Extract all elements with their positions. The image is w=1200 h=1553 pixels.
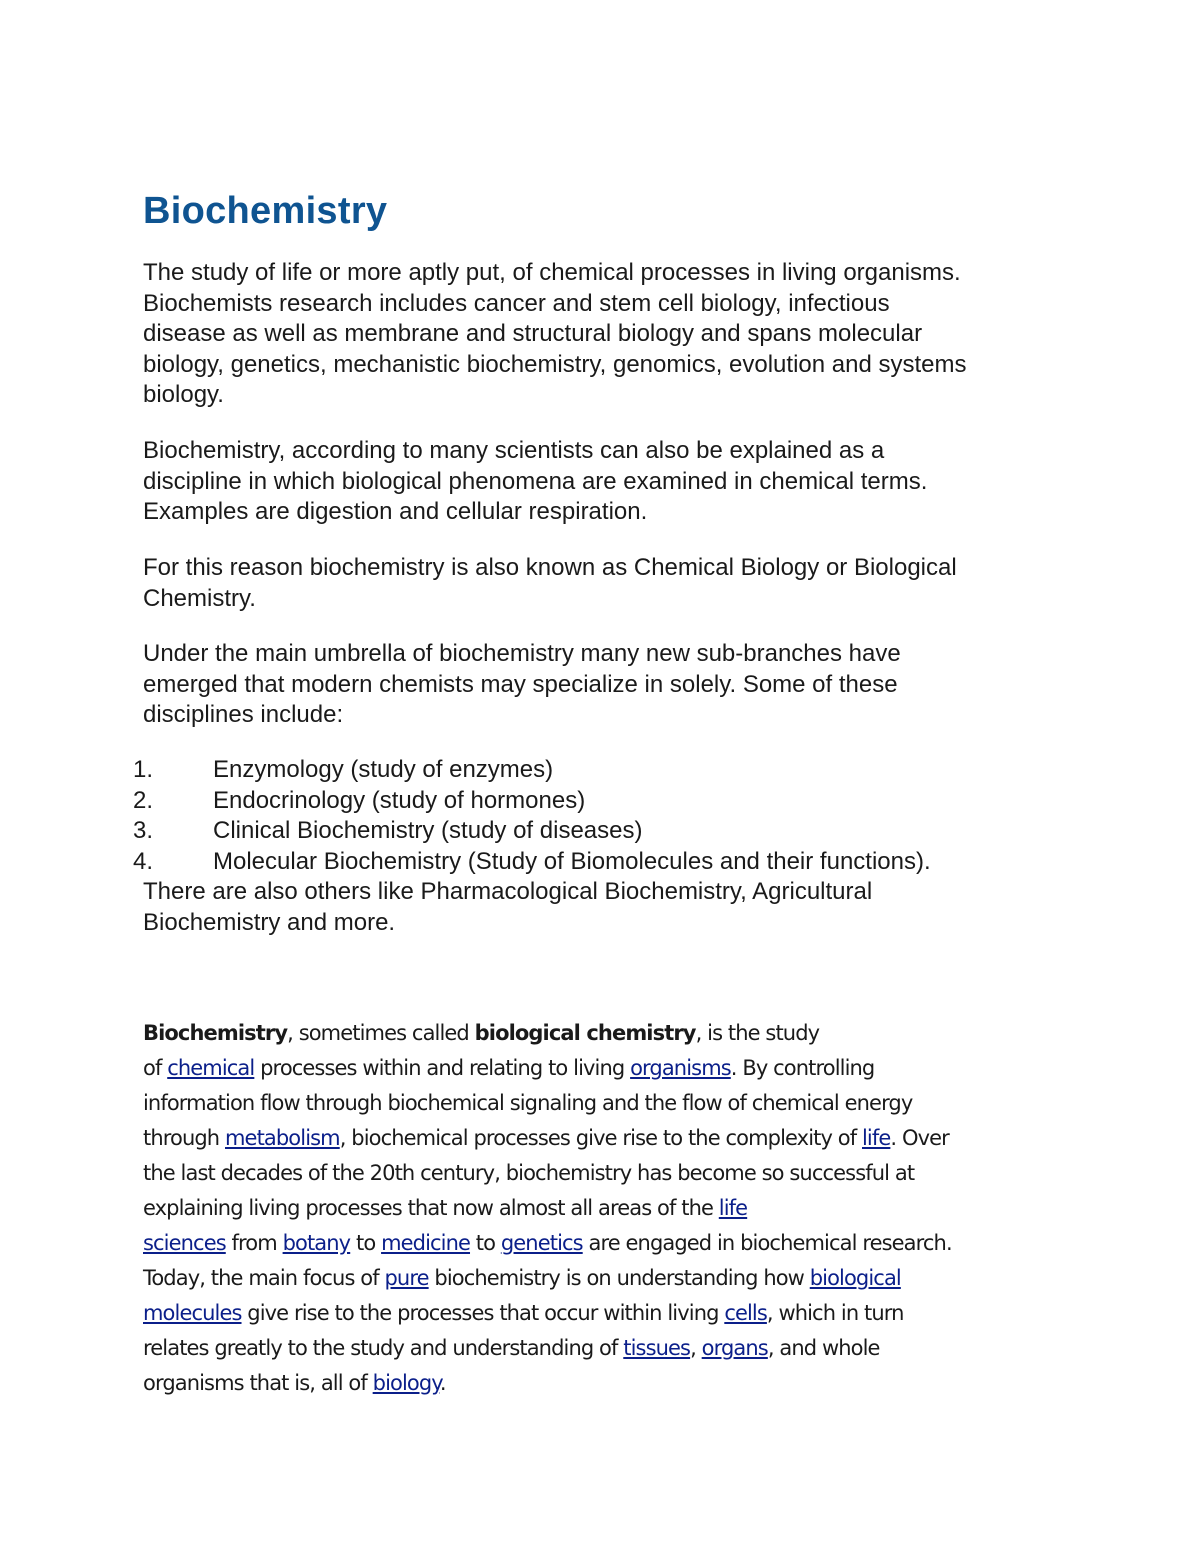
text-run: biochemistry is on understanding how	[428, 1266, 810, 1290]
text-run: from	[225, 1231, 283, 1255]
text-run: give rise to the processes that occur within living	[241, 1301, 725, 1325]
link-cells[interactable]: cells	[724, 1301, 767, 1325]
bold-term: Biochemistry	[143, 1021, 288, 1045]
text-line: biology, genetics, mechanistic biochemistry, genomics, evolution and systems	[143, 350, 967, 378]
text-line: Chemistry.	[143, 584, 256, 612]
link-organisms[interactable]: organisms	[630, 1056, 731, 1080]
sub-branches-paragraph	[143, 639, 901, 731]
text-line: disease as well as membrane and structural biology and spans molecular	[143, 320, 923, 347]
text-line	[143, 1191, 952, 1226]
text-line: the last decades of the 20th century, biochemistry has become so successful at	[143, 1161, 915, 1185]
list-text: Clinical Biochemistry (study of diseases)	[213, 817, 643, 844]
list-number: 2.	[133, 786, 154, 814]
link-biological-molecules[interactable]: biological	[809, 1266, 901, 1290]
text-line	[143, 1296, 952, 1331]
text-run: ,	[690, 1336, 702, 1360]
text-line: discipline in which biological phenomena are examined in chemical terms.	[143, 467, 928, 495]
text-run: , which in turn	[766, 1301, 904, 1325]
text-line: Biochemistry and more.	[143, 908, 396, 936]
page-title: Biochemistry	[143, 190, 388, 232]
text-run: processes within and relating to living	[254, 1056, 631, 1080]
bold-term: biological chemistry	[474, 1021, 696, 1045]
text-line: biology.	[143, 381, 224, 408]
text-run: . Over	[890, 1126, 949, 1150]
text-run: are engaged in biochemical research.	[582, 1231, 952, 1255]
text-line	[143, 1331, 952, 1366]
text-run: explaining living processes that now almost all areas of the	[143, 1196, 719, 1220]
text-run: , biochemical processes give rise to the complexity of	[339, 1126, 862, 1150]
others-paragraph	[143, 877, 872, 938]
text-run: , is the study	[695, 1021, 820, 1045]
link-life-sciences[interactable]: sciences	[143, 1231, 226, 1255]
text-run: through	[143, 1126, 225, 1150]
wiki-excerpt	[143, 1016, 952, 1401]
text-run: to	[470, 1231, 501, 1255]
link-chemical[interactable]: chemical	[167, 1056, 255, 1080]
text-run: .	[439, 1371, 446, 1395]
text-line: There are also others like Pharmacological Biochemistry, Agricultural	[143, 878, 873, 905]
text-line: Biochemistry, according to many scientists can also be explained as a	[143, 437, 885, 464]
link-biological-molecules[interactable]: molecules	[143, 1301, 242, 1325]
text-line: information flow through biochemical signaling and the flow of chemical energy	[143, 1091, 913, 1115]
link-genetics[interactable]: genetics	[500, 1231, 583, 1255]
text-run: organisms that is, all of	[143, 1371, 373, 1395]
link-metabolism[interactable]: metabolism	[225, 1126, 340, 1150]
text-line: For this reason biochemistry is also known as Chemical Biology or Biological	[143, 554, 957, 581]
text-line	[143, 1366, 952, 1401]
text-line: disciplines include:	[143, 701, 344, 728]
text-line: Biochemists research includes cancer and stem cell biology, infectious	[143, 289, 890, 317]
list-text: Enzymology (study of enzymes)	[213, 756, 554, 783]
list-text: Endocrinology (study of hormones)	[213, 786, 586, 814]
intro-paragraph	[143, 258, 967, 411]
list-number: 4.	[133, 847, 154, 875]
link-life[interactable]: life	[862, 1126, 891, 1150]
text-run: relates greatly to the study and understanding of	[143, 1336, 624, 1360]
link-medicine[interactable]: medicine	[381, 1231, 471, 1255]
text-line: Under the main umbrella of biochemistry many new sub-branches have	[143, 640, 901, 667]
text-line	[143, 1121, 952, 1156]
text-run: , sometimes called	[287, 1021, 475, 1045]
text-line	[143, 1261, 952, 1296]
list-number: 1.	[133, 756, 154, 783]
link-pure[interactable]: pure	[384, 1266, 429, 1290]
text-line	[143, 1016, 952, 1051]
link-life-sciences[interactable]: life	[718, 1196, 748, 1220]
text-run: of	[143, 1056, 168, 1080]
text-run: , and whole	[767, 1336, 880, 1360]
link-biology[interactable]: biology	[372, 1371, 440, 1395]
text-run: to	[350, 1231, 382, 1255]
link-tissues[interactable]: tissues	[623, 1336, 691, 1360]
text-line: The study of life or more aptly put, of chemical processes in living organisms.	[143, 259, 961, 286]
link-botany[interactable]: botany	[282, 1231, 351, 1255]
list-text: Molecular Biochemistry (Study of Biomolecules and their functions).	[213, 847, 931, 875]
text-run: Today, the main focus of	[143, 1266, 385, 1290]
text-run: . By controlling	[730, 1056, 875, 1080]
link-organs[interactable]: organs	[701, 1336, 768, 1360]
text-line: emerged that modern chemists may specialize in solely. Some of these	[143, 670, 898, 698]
definition-paragraph	[143, 436, 927, 528]
text-line	[143, 1226, 952, 1261]
list-number: 3.	[133, 817, 154, 844]
text-line	[143, 1051, 952, 1086]
text-line: Examples are digestion and cellular respiration.	[143, 498, 648, 525]
alias-paragraph	[143, 553, 957, 614]
